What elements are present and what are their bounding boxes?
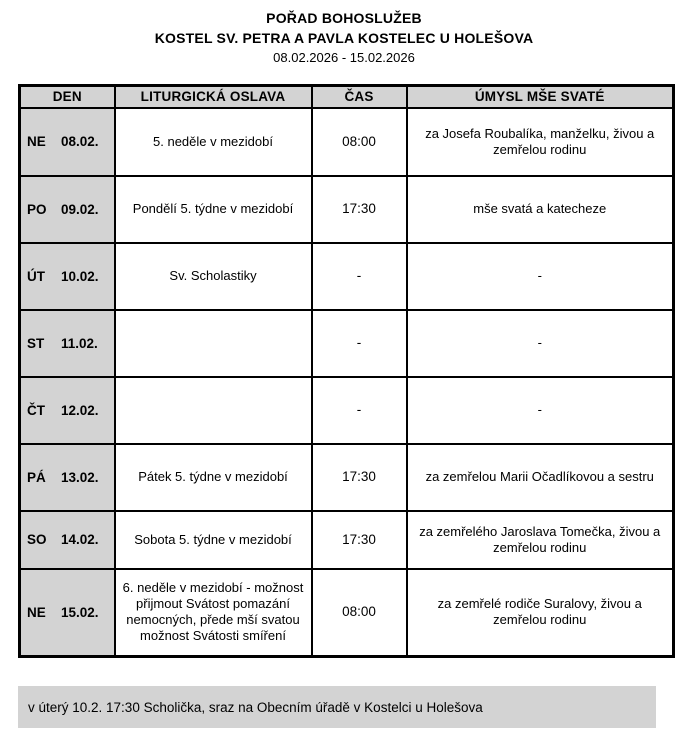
time-cell: 17:30 <box>312 511 407 569</box>
day-cell <box>20 511 115 569</box>
day-cell <box>20 108 115 176</box>
day-cell <box>20 444 115 511</box>
table-header-row <box>20 86 674 108</box>
table-row <box>20 310 674 377</box>
day-date: 08.02. <box>61 134 99 149</box>
column-header-umysl-mse-svate: ÚMYSL MŠE SVATÉ <box>407 86 674 108</box>
day-abbreviation: NE <box>27 134 46 149</box>
table-row <box>20 569 674 657</box>
footer-note-text: v úterý 10.2. 17:30 Scholička, sraz na Obecním úřadě v Kostelci u Holešova <box>28 699 483 715</box>
time-cell: 17:30 <box>312 444 407 511</box>
footer-note <box>18 686 656 728</box>
day-date: 14.02. <box>61 532 99 547</box>
intention-cell: za zemřelou Marii Očadlíkovou a sestru <box>407 444 674 511</box>
intention-cell: mše svatá a katecheze <box>407 176 674 243</box>
page-subtitle: KOSTEL SV. PETRA A PAVLA KOSTELEC U HOLEŠOVA <box>154 30 534 46</box>
celebration-cell: Sobota 5. týdne v mezidobí <box>115 511 312 569</box>
intention-cell: - <box>407 377 674 444</box>
intention-cell: - <box>407 243 674 310</box>
celebration-cell <box>115 377 312 444</box>
day-cell <box>20 310 115 377</box>
day-abbreviation: PO <box>27 201 47 217</box>
day-abbreviation: ČT <box>27 402 45 418</box>
time-cell: 08:00 <box>312 569 407 657</box>
celebration-cell: Pondělí 5. týdne v mezidobí <box>115 176 312 243</box>
day-abbreviation: ÚT <box>27 268 45 284</box>
time-cell: 08:00 <box>312 108 407 176</box>
day-cell <box>20 243 115 310</box>
day-date: 13.02. <box>61 469 99 485</box>
table-row <box>20 377 674 444</box>
celebration-cell: Sv. Scholastiky <box>115 243 312 310</box>
day-abbreviation: PÁ <box>27 469 46 485</box>
time-cell: - <box>312 377 407 444</box>
celebration-cell: 6. neděle v mezidobí - možnost přijmout Svátost pomazání nemocných, přede mší svatou možnost Svátosti smíření <box>115 569 312 657</box>
table-row <box>20 243 674 310</box>
schedule-table <box>18 84 675 658</box>
document-header <box>0 8 688 68</box>
day-abbreviation: ST <box>27 335 45 351</box>
time-cell: - <box>312 310 407 377</box>
table-row <box>20 444 674 511</box>
day-abbreviation: NE <box>27 604 46 620</box>
page-title: POŘAD BOHOSLUŽEB <box>266 10 422 26</box>
column-header-den: DEN <box>20 86 115 108</box>
date-range: 08.02.2026 - 15.02.2026 <box>273 50 415 65</box>
day-date: 09.02. <box>61 201 99 217</box>
day-abbreviation: SO <box>27 532 47 547</box>
day-cell <box>20 569 115 657</box>
time-cell: - <box>312 243 407 310</box>
table-row <box>20 511 674 569</box>
intention-cell: za zemřelé rodiče Suralovy, živou a zemřelou rodinu <box>407 569 674 657</box>
table-row <box>20 108 674 176</box>
table-row <box>20 176 674 243</box>
column-header-cas: ČAS <box>312 86 407 108</box>
day-cell <box>20 176 115 243</box>
intention-cell: - <box>407 310 674 377</box>
day-date: 12.02. <box>61 402 99 418</box>
day-date: 10.02. <box>61 268 99 284</box>
column-header-liturgicka-oslava: LITURGICKÁ OSLAVA <box>115 86 312 108</box>
time-cell: 17:30 <box>312 176 407 243</box>
day-cell <box>20 377 115 444</box>
intention-cell: za zemřelého Jaroslava Tomečka, živou a zemřelou rodinu <box>407 511 674 569</box>
schedule-body <box>20 108 674 657</box>
celebration-cell <box>115 310 312 377</box>
celebration-cell: 5. neděle v mezidobí <box>115 108 312 176</box>
celebration-cell: Pátek 5. týdne v mezidobí <box>115 444 312 511</box>
day-date: 11.02. <box>61 335 98 351</box>
day-date: 15.02. <box>61 604 99 620</box>
intention-cell: za Josefa Roubalíka, manželku, živou a zemřelou rodinu <box>407 108 674 176</box>
